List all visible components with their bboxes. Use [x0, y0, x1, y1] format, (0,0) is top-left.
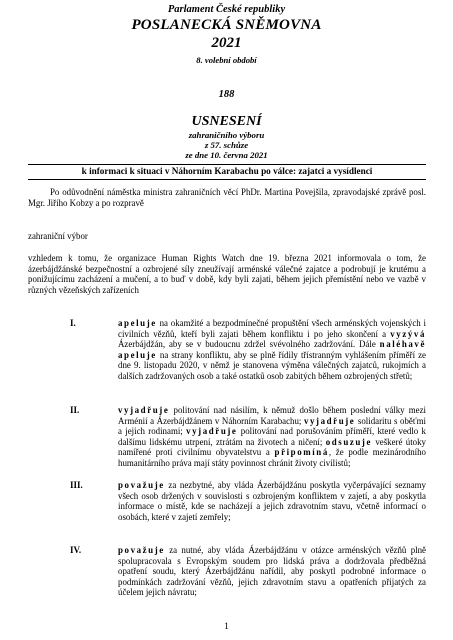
item-text: Ázerbájdžán, aby se v budoucnu zdržel svévolného zadržování. Dále [118, 339, 380, 350]
item-text: politování nad násilím, k němuž došlo během poslední války mezi Arménií a Ázerbájdžánem v Náhorním Karabachu; [118, 405, 426, 426]
parliament-name: Parlament České republiky [167, 4, 286, 15]
operative-verb: naléhavě apeluje [118, 339, 426, 360]
whereas-paragraph: vzhledem k tomu, že organizace Human Rights Watch dne 19. března 2021 informovala o tom, že ázerbájdžánské bezpečnostní a ozbrojené síly zneužívají arménské válečné zajatce a podrobují je krutému a ponižujícímu zacházení a mučení, a to buď v době, kdy byli zajati, během jejich přemístění nebo ve vazbě v různých vězeňských zařízeních [28, 253, 426, 295]
page-number: 1 [224, 622, 229, 632]
operative-verb: považuje [118, 480, 165, 490]
committee-line: zahraničního výboru [188, 130, 265, 140]
year: 2021 [211, 35, 242, 51]
operative-verb: odsuzuje [325, 436, 373, 447]
intro-paragraph: Po odůvodnění náměstka ministra zahraničních věcí PhDr. Martina Povejšila, zpravodajské zprávě posl. Mgr. Jiřího Kobzy a po rozpravě [28, 187, 426, 208]
operative-verb: vyzývá [390, 328, 426, 339]
date-line: ze dne 10. června 2021 [185, 150, 268, 160]
item-text: , že podle mezinárodního humanitárního práva mají státy povinnost chránit životy civilistů; [118, 447, 426, 468]
topic-bottom-rule [28, 179, 426, 180]
chamber-name: POSLANECKÁ SNĚMOVNA [131, 17, 322, 33]
item-text: na okamžité a bezpodmínečné propuštění všech arménských vojenských i civilních vězňů, kteří byli zajati během konfliktu i po jeho skončení a [118, 318, 426, 339]
item-number: III. [70, 480, 83, 490]
electoral-term: 8. volební období [196, 55, 257, 65]
resolution-item-2 [118, 405, 426, 469]
item-number: I. [70, 318, 76, 328]
operative-verb: připomíná [274, 447, 329, 458]
operative-verb: vyjadřuje [303, 415, 356, 426]
resolution-item-1 [118, 318, 426, 382]
operative-verb: vyjadřuje [186, 426, 238, 437]
resolution-item-4 [118, 545, 426, 598]
item-text: za nezbytné, aby vláda Ázerbájdžánu poskytla vyčerpávající seznamy všech osob držených v souvislosti s ozbrojeným konfliktem v zajetí, a aby poskytla informace o místě, kde se nacházejí a jejich zdravotním stavu, včetně informací o osobách, které v zajetí zemřely; [118, 480, 426, 522]
item-number: IV. [70, 545, 82, 555]
committee-label: zahraniční výbor [28, 231, 88, 241]
resolution-number: 188 [218, 89, 235, 100]
topic-top-rule [28, 164, 426, 165]
item-text: politování nad porušováním příměří, které vedlo k dalšímu lidskému utrpení, ztrátám na životech a ničení; [118, 426, 426, 447]
operative-verb: vyjadřuje [118, 405, 170, 415]
item-text: veškeré útoky namířené proti civilnímu obyvatelstvu a [118, 436, 426, 458]
session-line: z 57. schůze [204, 140, 249, 150]
item-text: za nutné, aby vláda Ázerbájdžánu v otázce arménských vězňů plně spolupracovala s Evropským soudem pro lidská práva a dodržovala předběžná opatření soudu, který Ázerbájdžánu nařídil, aby poskytl podrobné informace o podmínkách zadržování vězňů, jejich zdravotním stavu a opatřeních přijatých za účelem jejich návratu; [118, 545, 426, 598]
resolution-title: USNESENÍ [191, 114, 262, 129]
item-text: solidaritu s oběťmi a jejich rodinami; [118, 415, 426, 437]
item-text: na strany konfliktu, aby se plně řídily třístranným vyhlášením příměří ze dne 9. listopadu 2020, v němž je stanovena výměna válečných zajatců, rukojmích a dalších zadržovaných osob a také ostatků osob zabitých během ozbrojených střetů; [118, 349, 426, 381]
operative-verb: apeluje [118, 318, 157, 328]
operative-verb: považuje [118, 545, 165, 555]
resolution-topic: k informaci k situaci v Náhorním Karabachu po válce: zajatci a vysídlenci [81, 166, 373, 176]
resolution-item-3 [118, 480, 426, 522]
item-number: II. [70, 405, 80, 415]
